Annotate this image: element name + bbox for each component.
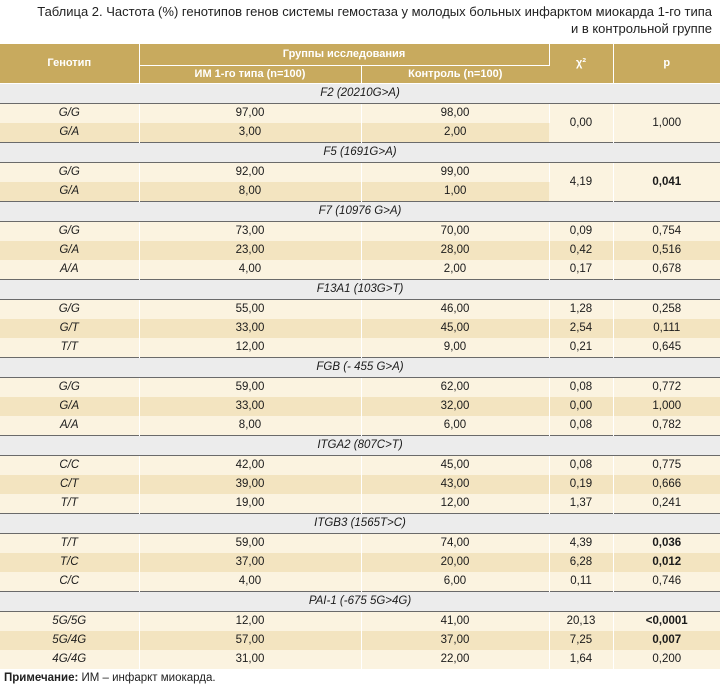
- genotype-cell: G/A: [0, 397, 139, 416]
- chi2-cell: 4,19: [549, 162, 613, 201]
- gene-row: [0, 279, 720, 299]
- table-row: [0, 631, 720, 650]
- header-groups: Группы исследования: [139, 44, 549, 65]
- mi-frequency-cell: 31,00: [139, 650, 361, 669]
- mi-frequency-cell: 33,00: [139, 319, 361, 338]
- control-frequency-cell: 20,00: [361, 553, 549, 572]
- mi-frequency-cell: 97,00: [139, 103, 361, 123]
- chi2-cell: 0,08: [549, 455, 613, 475]
- control-frequency-cell: 9,00: [361, 338, 549, 358]
- p-value-cell: <0,0001: [613, 611, 720, 631]
- p-value-cell: 0,200: [613, 650, 720, 669]
- mi-frequency-cell: 12,00: [139, 611, 361, 631]
- control-frequency-cell: 43,00: [361, 475, 549, 494]
- header-mi-group: ИМ 1-го типа (n=100): [139, 65, 361, 83]
- control-frequency-cell: 37,00: [361, 631, 549, 650]
- control-frequency-cell: 45,00: [361, 319, 549, 338]
- control-frequency-cell: 41,00: [361, 611, 549, 631]
- genotype-cell: 5G/4G: [0, 631, 139, 650]
- mi-frequency-cell: 8,00: [139, 182, 361, 202]
- chi2-cell: 0,00: [549, 397, 613, 416]
- chi2-cell: 2,54: [549, 319, 613, 338]
- table-row: [0, 533, 720, 553]
- gene-row: [0, 201, 720, 221]
- p-value-cell: 0,036: [613, 533, 720, 553]
- genotype-cell: C/C: [0, 455, 139, 475]
- mi-frequency-cell: 4,00: [139, 572, 361, 592]
- table-row: [0, 650, 720, 669]
- mi-frequency-cell: 8,00: [139, 416, 361, 436]
- p-value-cell: 0,666: [613, 475, 720, 494]
- header-chi2: χ²: [549, 44, 613, 83]
- p-value-cell: 0,754: [613, 221, 720, 241]
- p-value-cell: 0,746: [613, 572, 720, 592]
- chi2-cell: 1,37: [549, 494, 613, 514]
- table-row: [0, 299, 720, 319]
- gene-row: [0, 142, 720, 162]
- chi2-cell: 0,09: [549, 221, 613, 241]
- control-frequency-cell: 46,00: [361, 299, 549, 319]
- mi-frequency-cell: 37,00: [139, 553, 361, 572]
- mi-frequency-cell: 33,00: [139, 397, 361, 416]
- genotype-cell: G/A: [0, 182, 139, 202]
- control-frequency-cell: 6,00: [361, 572, 549, 592]
- p-value-cell: 1,000: [613, 103, 720, 142]
- table-row: [0, 397, 720, 416]
- chi2-cell: 20,13: [549, 611, 613, 631]
- header-genotype: Генотип: [0, 44, 139, 83]
- mi-frequency-cell: 19,00: [139, 494, 361, 514]
- chi2-cell: 1,64: [549, 650, 613, 669]
- p-value-cell: 0,241: [613, 494, 720, 514]
- gene-name: ITGB3 (1565T>C): [0, 513, 720, 533]
- genotype-cell: A/A: [0, 260, 139, 280]
- mi-frequency-cell: 3,00: [139, 123, 361, 143]
- mi-frequency-cell: 59,00: [139, 377, 361, 397]
- p-value-cell: 0,111: [613, 319, 720, 338]
- note-text: ИМ – инфаркт миокарда.: [78, 672, 216, 684]
- mi-frequency-cell: 59,00: [139, 533, 361, 553]
- table-row: [0, 553, 720, 572]
- genotype-cell: T/C: [0, 553, 139, 572]
- p-value-cell: 0,775: [613, 455, 720, 475]
- title-line-2: и в контрольной группе: [570, 21, 712, 36]
- p-value-cell: 0,772: [613, 377, 720, 397]
- chi2-cell: 4,39: [549, 533, 613, 553]
- genotype-cell: G/G: [0, 377, 139, 397]
- table-row: [0, 572, 720, 592]
- gene-row: [0, 83, 720, 103]
- genotype-cell: G/A: [0, 241, 139, 260]
- mi-frequency-cell: 55,00: [139, 299, 361, 319]
- control-frequency-cell: 98,00: [361, 103, 549, 123]
- gene-name: ITGA2 (807C>T): [0, 435, 720, 455]
- table-row: [0, 494, 720, 514]
- control-frequency-cell: 62,00: [361, 377, 549, 397]
- gene-name: F13A1 (103G>T): [0, 279, 720, 299]
- table-row: [0, 221, 720, 241]
- chi2-cell: 0,08: [549, 377, 613, 397]
- table-row: [0, 241, 720, 260]
- p-value-cell: 0,678: [613, 260, 720, 280]
- p-value-cell: 1,000: [613, 397, 720, 416]
- mi-frequency-cell: 4,00: [139, 260, 361, 280]
- chi2-cell: 7,25: [549, 631, 613, 650]
- mi-frequency-cell: 73,00: [139, 221, 361, 241]
- table-row: [0, 377, 720, 397]
- gene-row: [0, 513, 720, 533]
- control-frequency-cell: 74,00: [361, 533, 549, 553]
- table-row: [0, 416, 720, 436]
- table-row: [0, 338, 720, 358]
- table-title: [0, 3, 712, 37]
- gene-row: [0, 435, 720, 455]
- mi-frequency-cell: 92,00: [139, 162, 361, 182]
- chi2-cell: 0,11: [549, 572, 613, 592]
- header-p: p: [613, 44, 720, 83]
- genotype-cell: T/T: [0, 533, 139, 553]
- mi-frequency-cell: 57,00: [139, 631, 361, 650]
- p-value-cell: 0,782: [613, 416, 720, 436]
- p-value-cell: 0,258: [613, 299, 720, 319]
- genotype-cell: G/T: [0, 319, 139, 338]
- genotype-cell: G/G: [0, 103, 139, 123]
- table-body: [0, 83, 720, 669]
- control-frequency-cell: 32,00: [361, 397, 549, 416]
- gene-name: F2 (20210G>A): [0, 83, 720, 103]
- table-row: [0, 162, 720, 182]
- genotype-cell: C/T: [0, 475, 139, 494]
- control-frequency-cell: 22,00: [361, 650, 549, 669]
- gene-name: FGB (- 455 G>A): [0, 357, 720, 377]
- control-frequency-cell: 12,00: [361, 494, 549, 514]
- p-value-cell: 0,516: [613, 241, 720, 260]
- genotype-cell: 5G/5G: [0, 611, 139, 631]
- control-frequency-cell: 99,00: [361, 162, 549, 182]
- table-note: [4, 672, 216, 684]
- control-frequency-cell: 2,00: [361, 123, 549, 143]
- control-frequency-cell: 45,00: [361, 455, 549, 475]
- genotype-cell: G/G: [0, 162, 139, 182]
- chi2-cell: 0,00: [549, 103, 613, 142]
- chi2-cell: 0,19: [549, 475, 613, 494]
- table-row: [0, 611, 720, 631]
- p-value-cell: 0,012: [613, 553, 720, 572]
- table-row: [0, 455, 720, 475]
- control-frequency-cell: 6,00: [361, 416, 549, 436]
- gene-name: F7 (10976 G>A): [0, 201, 720, 221]
- gene-name: F5 (1691G>A): [0, 142, 720, 162]
- table-row: [0, 475, 720, 494]
- chi2-cell: 1,28: [549, 299, 613, 319]
- genotype-cell: A/A: [0, 416, 139, 436]
- genotype-cell: G/G: [0, 221, 139, 241]
- p-value-cell: 0,007: [613, 631, 720, 650]
- mi-frequency-cell: 12,00: [139, 338, 361, 358]
- gene-name: PAI-1 (-675 5G>4G): [0, 591, 720, 611]
- mi-frequency-cell: 42,00: [139, 455, 361, 475]
- gene-row: [0, 357, 720, 377]
- chi2-cell: 0,42: [549, 241, 613, 260]
- control-frequency-cell: 28,00: [361, 241, 549, 260]
- control-frequency-cell: 70,00: [361, 221, 549, 241]
- control-frequency-cell: 1,00: [361, 182, 549, 202]
- genotype-cell: G/A: [0, 123, 139, 143]
- table-row: [0, 260, 720, 280]
- mi-frequency-cell: 39,00: [139, 475, 361, 494]
- title-line-1: Таблица 2. Частота (%) генотипов генов системы гемостаза у молодых больных инфарктом миокарда 1-го типа: [37, 4, 712, 19]
- p-value-cell: 0,041: [613, 162, 720, 201]
- chi2-cell: 0,17: [549, 260, 613, 280]
- chi2-cell: 0,08: [549, 416, 613, 436]
- genotype-cell: C/C: [0, 572, 139, 592]
- note-label: Примечание:: [4, 672, 79, 684]
- genotype-cell: T/T: [0, 494, 139, 514]
- chi2-cell: 0,21: [549, 338, 613, 358]
- mi-frequency-cell: 23,00: [139, 241, 361, 260]
- genotype-cell: T/T: [0, 338, 139, 358]
- control-frequency-cell: 2,00: [361, 260, 549, 280]
- gene-row: [0, 591, 720, 611]
- genotype-frequency-table: [0, 44, 720, 669]
- chi2-cell: 6,28: [549, 553, 613, 572]
- genotype-cell: G/G: [0, 299, 139, 319]
- p-value-cell: 0,645: [613, 338, 720, 358]
- table-row: [0, 103, 720, 123]
- genotype-cell: 4G/4G: [0, 650, 139, 669]
- table-row: [0, 319, 720, 338]
- header-control-group: Контроль (n=100): [361, 65, 549, 83]
